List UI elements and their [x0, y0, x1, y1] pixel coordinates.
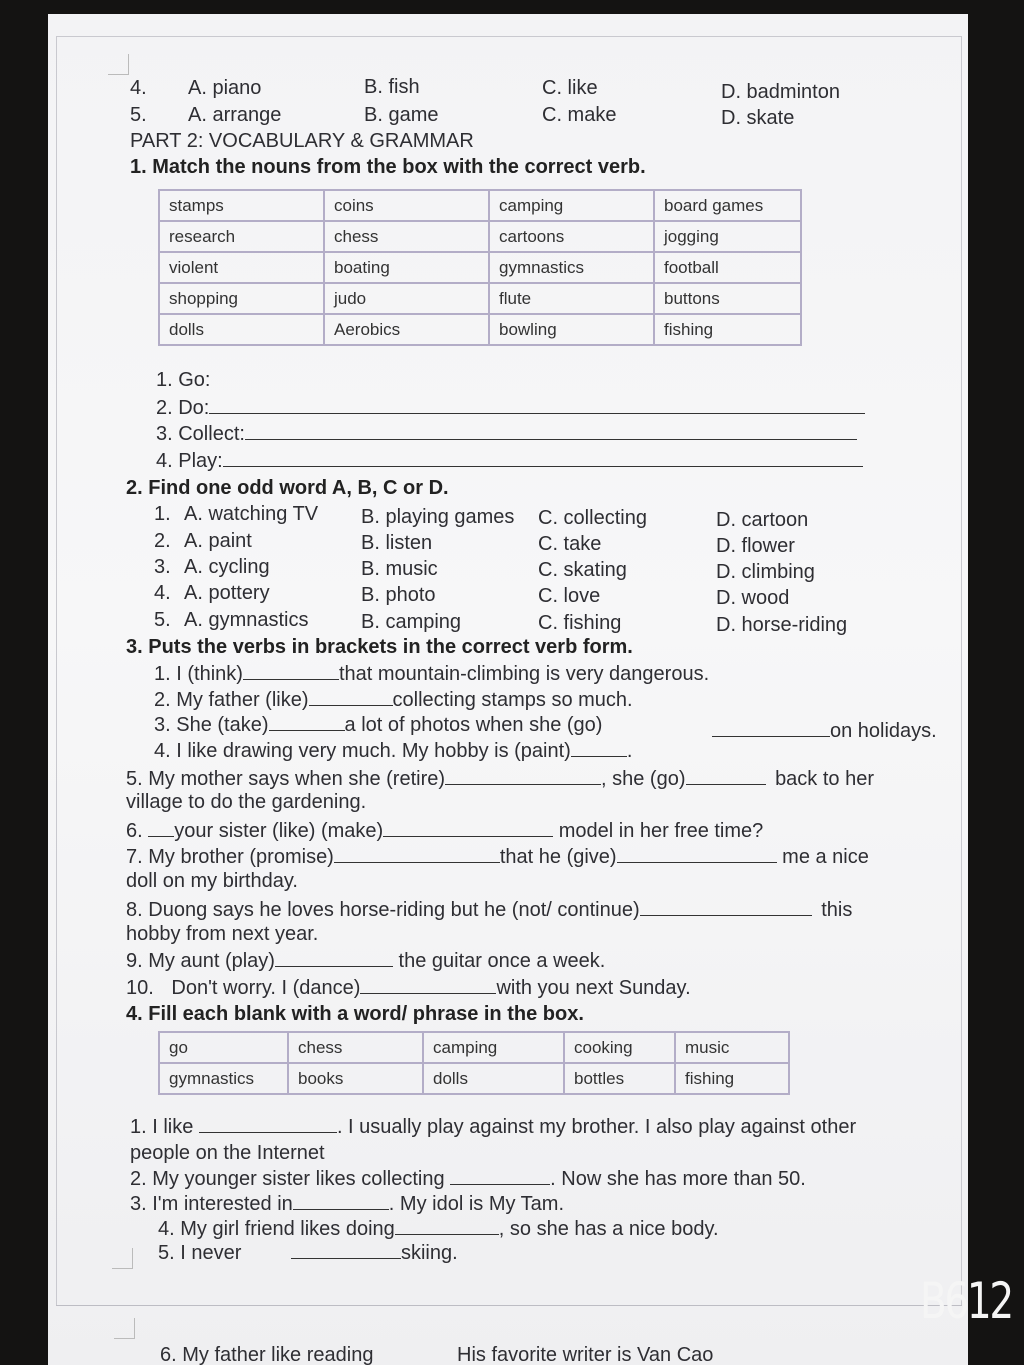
answer-blank[interactable]: [640, 897, 812, 916]
fill-question-1: [130, 1114, 856, 1139]
noun-cell: coins: [324, 190, 489, 221]
item-number: 5.: [158, 1242, 175, 1264]
item-number: 6.: [160, 1344, 177, 1365]
sentence-text: Duong says he loves horse-riding but he (not/ continue): [148, 899, 640, 921]
option-a: A. piano: [188, 77, 262, 99]
noun-box-row: [159, 314, 801, 345]
answer-blank[interactable]: [309, 687, 393, 706]
option-c: C. fishing: [538, 612, 622, 634]
sentence-text: Don't worry. I (dance): [171, 977, 361, 999]
option-b: B. playing games: [361, 506, 515, 528]
sentence-text: me a nice: [782, 846, 869, 868]
sentence-text: My father like reading: [182, 1344, 374, 1365]
word-cell: bottles: [564, 1063, 675, 1094]
word-box-row: [159, 1063, 789, 1094]
crop-mark: [108, 54, 129, 75]
option-c: C. skating: [538, 559, 627, 581]
answer-blank[interactable]: [334, 844, 500, 863]
sentence-text: I like drawing very much. My hobby is (paint): [176, 740, 571, 762]
item-number: 5.: [126, 768, 143, 790]
word-cell: gymnastics: [159, 1063, 288, 1094]
option-d: D. climbing: [716, 561, 815, 583]
sentence-3-continued: [712, 718, 937, 743]
noun-cell: cartoons: [489, 221, 654, 252]
sentence-text: My girl friend likes doing: [180, 1218, 395, 1240]
sentence-7: [126, 844, 869, 869]
noun-cell: board games: [654, 190, 801, 221]
answer-blank[interactable]: [395, 1216, 499, 1235]
noun-cell: bowling: [489, 314, 654, 345]
fill-question-1-line-2: people on the Internet: [130, 1142, 325, 1164]
noun-cell: judo: [324, 283, 489, 314]
word-cell: books: [288, 1063, 423, 1094]
sentence-text: I like: [152, 1116, 194, 1138]
sentence-text: I'm interested in: [152, 1193, 293, 1215]
word-cell: cooking: [564, 1032, 675, 1063]
option-c: C. take: [538, 533, 602, 555]
word-cell: chess: [288, 1032, 423, 1063]
word-cell: music: [675, 1032, 789, 1063]
exercise-4-title: 4. Fill each blank with a word/ phrase in the box.: [126, 1003, 584, 1025]
worksheet-page: [48, 14, 968, 1365]
option-a: A. paint: [184, 530, 252, 552]
sentence-text: . My idol is My Tam.: [388, 1193, 565, 1215]
noun-box-row: [159, 221, 801, 252]
word-cell: fishing: [675, 1063, 789, 1094]
sentence-1: [154, 661, 709, 686]
noun-box: [158, 189, 802, 346]
noun-cell: football: [654, 252, 801, 283]
noun-cell: boating: [324, 252, 489, 283]
option-b: B. music: [361, 558, 438, 580]
answer-blank[interactable]: [571, 738, 627, 757]
answer-blank[interactable]: [617, 844, 777, 863]
word-cell: go: [159, 1032, 288, 1063]
option-b: B. fish: [364, 76, 420, 98]
item-number: 5.: [154, 609, 171, 631]
answer-blank[interactable]: [360, 975, 496, 994]
item-number: 1.: [130, 1116, 147, 1138]
option-b: B. photo: [361, 584, 436, 606]
option-d: D. skate: [721, 107, 795, 129]
item-number: 4.: [130, 77, 147, 99]
exercise-3-title: 3. Puts the verbs in brackets in the correct verb form.: [126, 636, 633, 658]
exercise-2-title: 2. Find one odd word A, B, C or D.: [126, 477, 449, 499]
item-number: 2.: [154, 689, 171, 711]
noun-cell: buttons: [654, 283, 801, 314]
option-a: A. cycling: [184, 556, 270, 578]
fill-question-4: [158, 1216, 719, 1241]
noun-box-row: [159, 190, 801, 221]
verb-answer-line: [156, 368, 210, 392]
answer-blank[interactable]: [245, 421, 857, 440]
noun-cell: stamps: [159, 190, 324, 221]
sentence-text: with you next Sunday.: [496, 977, 691, 999]
verb-label: 3. Collect:: [156, 423, 245, 445]
option-c: C. like: [542, 77, 598, 99]
answer-blank[interactable]: [383, 818, 553, 837]
sentence-4: [154, 738, 632, 763]
sentence-text: My brother (promise): [148, 846, 334, 868]
item-number: 8.: [126, 899, 143, 921]
option-d: D. cartoon: [716, 509, 809, 531]
item-number: 1.: [154, 503, 171, 525]
word-cell: camping: [423, 1032, 564, 1063]
option-a: A. watching TV: [184, 503, 319, 525]
item-number: 4.: [154, 582, 171, 604]
sentence-text: on holidays.: [830, 720, 937, 742]
noun-cell: camping: [489, 190, 654, 221]
verb-answer-line: [156, 448, 863, 473]
answer-blank[interactable]: [686, 766, 766, 785]
sentence-text: , so she has a nice body.: [498, 1218, 719, 1240]
item-number: 7.: [126, 846, 143, 868]
sentence-text: My mother says when she (retire): [148, 768, 446, 790]
answer-blank[interactable]: [199, 1114, 337, 1133]
sentence-text: She (take): [176, 714, 269, 736]
verb-label: 4. Play:: [156, 450, 223, 472]
sentence-9: [126, 948, 605, 973]
noun-cell: gymnastics: [489, 252, 654, 283]
option-a: A. gymnastics: [184, 609, 309, 631]
answer-blank[interactable]: [291, 1240, 401, 1259]
noun-cell: violent: [159, 252, 324, 283]
option-d: D. flower: [716, 535, 795, 557]
verb-answer-line: [156, 395, 865, 420]
item-number: 1.: [154, 663, 171, 685]
fill-question-6: [160, 1343, 713, 1365]
sentence-10: [126, 975, 691, 1000]
word-cell: dolls: [423, 1063, 564, 1094]
item-number: 5.: [130, 104, 147, 126]
option-b: B. camping: [361, 611, 462, 633]
option-c: C. make: [542, 104, 617, 126]
sentence-5-line-2: village to do the gardening.: [126, 791, 367, 813]
noun-cell: research: [159, 221, 324, 252]
item-number: 2.: [130, 1168, 147, 1190]
sentence-6: [126, 818, 763, 843]
option-d: D. wood: [716, 587, 790, 609]
sentence-text: His favorite writer is Van Cao: [457, 1344, 714, 1365]
item-number: 3.: [130, 1193, 147, 1215]
option-c: C. collecting: [538, 507, 647, 529]
item-number: 4.: [158, 1218, 175, 1240]
sentence-text: skiing.: [400, 1242, 458, 1264]
fill-question-2: [130, 1166, 806, 1191]
sentence-3: [154, 712, 602, 737]
sentence-text: this: [821, 899, 853, 921]
noun-cell: fishing: [654, 314, 801, 345]
noun-cell: flute: [489, 283, 654, 314]
noun-box-row: [159, 252, 801, 283]
item-number: 10.: [126, 977, 154, 999]
option-c: C. love: [538, 585, 601, 607]
item-number: 9.: [126, 950, 143, 972]
option-b: B. listen: [361, 532, 433, 554]
sentence-text: a lot of photos when she (go): [344, 714, 603, 736]
sentence-text: I never: [180, 1242, 242, 1264]
sentence-text: back to her: [775, 768, 875, 790]
sentence-8: [126, 897, 852, 922]
noun-cell: shopping: [159, 283, 324, 314]
part-heading: PART 2: VOCABULARY & GRAMMAR: [130, 130, 474, 152]
item-number: 6.: [126, 820, 143, 842]
sentence-text: . Now she has more than 50.: [550, 1168, 806, 1190]
sentence-text: the guitar once a week.: [398, 950, 606, 972]
item-number: 4.: [154, 740, 171, 762]
answer-blank[interactable]: [712, 718, 830, 737]
verb-answer-line: [156, 421, 857, 446]
fill-question-3: [130, 1191, 564, 1216]
crop-mark: [112, 1248, 133, 1269]
sentence-7-line-2: doll on my birthday.: [126, 870, 298, 892]
word-box: [158, 1031, 790, 1095]
noun-box-row: [159, 283, 801, 314]
answer-blank[interactable]: [450, 1166, 550, 1185]
sentence-2: [154, 687, 633, 712]
sentence-text: My aunt (play): [148, 950, 275, 972]
noun-cell: jogging: [654, 221, 801, 252]
option-b: B. game: [364, 104, 439, 126]
option-a: A. pottery: [184, 582, 270, 604]
noun-cell: chess: [324, 221, 489, 252]
sentence-text: . I usually play against my brother. I also play against other: [336, 1116, 857, 1138]
crop-mark: [114, 1318, 135, 1339]
verb-label: 1. Go:: [156, 369, 211, 391]
sentence-text: .: [626, 740, 633, 762]
noun-cell: Aerobics: [324, 314, 489, 345]
sentence-text: your sister (like) (make): [174, 820, 384, 842]
sentence-text: My father (like): [176, 689, 309, 711]
camera-watermark: B612: [920, 1272, 1012, 1330]
verb-label: 2. Do:: [156, 397, 210, 419]
exercise-1-title: 1. Match the nouns from the box with the correct verb.: [130, 156, 646, 178]
option-d: D. horse-riding: [716, 614, 848, 636]
answer-blank[interactable]: [275, 948, 393, 967]
noun-cell: dolls: [159, 314, 324, 345]
sentence-5: [126, 766, 874, 791]
answer-blank[interactable]: [148, 818, 174, 837]
sentence-text: that he (give): [499, 846, 617, 868]
answer-blank[interactable]: [223, 448, 863, 467]
sentence-text: My younger sister likes collecting: [152, 1168, 445, 1190]
item-number: 2.: [154, 530, 171, 552]
answer-blank[interactable]: [209, 395, 865, 414]
page-break-rule: [56, 1305, 962, 1306]
sentence-text: , she (go): [601, 768, 686, 790]
option-a: A. arrange: [188, 104, 282, 126]
word-box-row: [159, 1032, 789, 1063]
sentence-text: I (think): [176, 663, 243, 685]
fill-question-5: [158, 1240, 458, 1265]
sentence-text: collecting stamps so much.: [392, 689, 633, 711]
answer-blank[interactable]: [293, 1191, 389, 1210]
sentence-text: that mountain-climbing is very dangerous.: [338, 663, 710, 685]
option-d: D. badminton: [721, 81, 840, 103]
answer-blank[interactable]: [269, 712, 345, 731]
sentence-8-line-2: hobby from next year.: [126, 923, 319, 945]
answer-blank[interactable]: [243, 661, 339, 680]
item-number: 3.: [154, 714, 171, 736]
item-number: 3.: [154, 556, 171, 578]
sentence-text: model in her free time?: [558, 820, 764, 842]
answer-blank[interactable]: [445, 766, 601, 785]
